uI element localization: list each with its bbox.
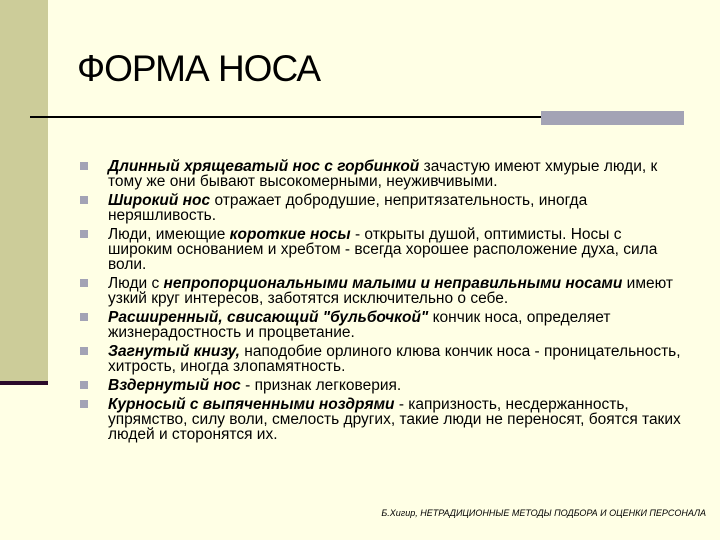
item-text: зачастую имеют хмурые люди, к тому же они бывают высокомерными, неуживчивыми. [108,158,658,190]
item-emphasis: Расширенный, свисающий "бульбочкой" [108,309,429,326]
item-text: - капризность, несдержанность, упрямство, силу воли, смелость других, такие люди не переносят, боятся таких людей и сторонятся их. [108,396,681,443]
item-emphasis: короткие носы [229,226,351,243]
list-item [80,159,690,189]
square-bullet-icon [80,196,88,204]
item-emphasis: Длинный хрящеватый нос с горбинкой [108,158,420,175]
list-item [80,227,690,272]
left-decor-line [0,381,48,385]
item-emphasis: Загнутый книзу, [108,343,240,360]
list-item [80,310,690,340]
item-emphasis: Курносый с выпяченными ноздрями [108,396,395,413]
list-item [80,276,690,306]
list-item [80,378,690,393]
square-bullet-icon [80,347,88,355]
list-item [80,397,690,442]
square-bullet-icon [80,400,88,408]
item-emphasis: Широкий нос [108,192,211,209]
title-accent-block [541,111,684,125]
list-item [80,193,690,223]
square-bullet-icon [80,230,88,238]
item-text: кончик носа, определяет жизнерадостность и процветание. [108,309,611,341]
item-text: - открыты душой, оптимисты. Носы с широким основанием и хребтом - всегда хорошее расположение духа, сила воли. [108,226,658,273]
square-bullet-icon [80,162,88,170]
list-item [80,344,690,374]
slide-title: ФОРМА НОСА [77,48,321,89]
square-bullet-icon [80,313,88,321]
source-footer: Б.Хигир, НЕТРАДИЦИОННЫЕ МЕТОДЫ ПОДБОРА И ОЦЕНКИ ПЕРСОНАЛА [381,508,706,518]
square-bullet-icon [80,279,88,287]
item-text: - признак легковерия. [240,377,402,394]
bullet-list [80,159,690,446]
item-text: имеют узкий круг интересов, заботятся исключительно о себе. [108,275,673,307]
item-text: отражает добродушие, непритязательность, иногда неряшливость. [108,192,588,224]
title-underline [30,116,542,118]
item-emphasis: Вздернутый нос [108,377,241,394]
left-decor-bar [0,0,48,381]
item-emphasis: непропорциональными малыми и неправильными носами [163,275,623,292]
item-text: наподобие орлиного клюва кончик носа - проницательность, хитрость, иногда злопамятность. [108,343,681,375]
square-bullet-icon [80,381,88,389]
item-prefix: Люди с [108,275,164,292]
item-prefix: Люди, имеющие [108,226,230,243]
